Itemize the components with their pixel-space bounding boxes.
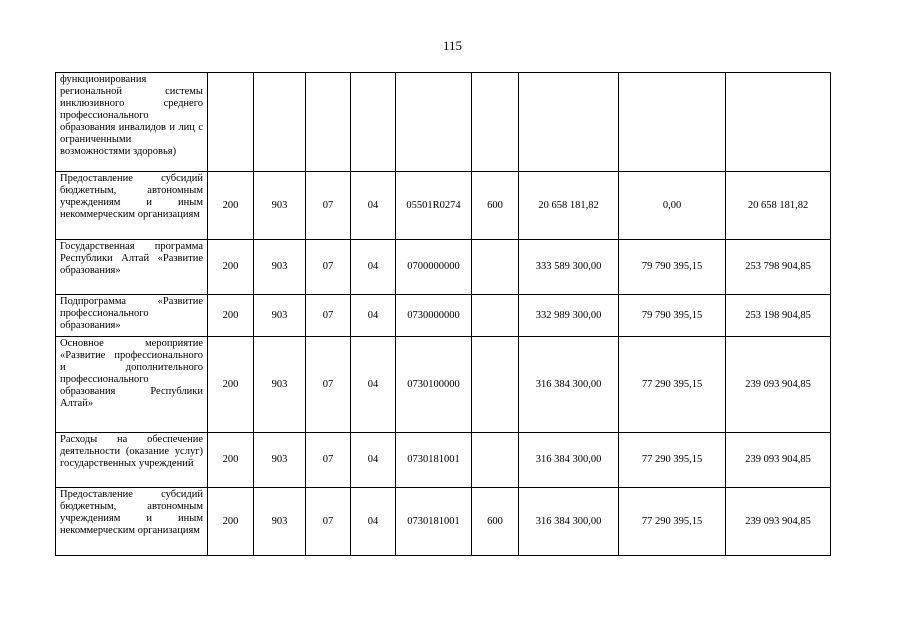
table-row (56, 240, 831, 295)
cell-col6: 0730181001 (396, 488, 472, 556)
cell-col3: 903 (254, 488, 306, 556)
cell-col5: 04 (351, 337, 396, 433)
cell-col6: 0700000000 (396, 240, 472, 295)
cell-col9 (619, 73, 726, 172)
cell-col7 (472, 295, 519, 337)
cell-col10: 253 198 904,85 (726, 295, 831, 337)
cell-col4 (306, 73, 351, 172)
cell-col10 (726, 73, 831, 172)
cell-col6: 0730100000 (396, 337, 472, 433)
cell-col6: 0730000000 (396, 295, 472, 337)
cell-col5: 04 (351, 240, 396, 295)
cell-col5: 04 (351, 172, 396, 240)
table-row (56, 337, 831, 433)
cell-col10: 239 093 904,85 (726, 337, 831, 433)
table-row (56, 433, 831, 488)
cell-col5: 04 (351, 488, 396, 556)
cell-col3: 903 (254, 172, 306, 240)
table-row (56, 488, 831, 556)
cell-col2: 200 (208, 295, 254, 337)
cell-col3 (254, 73, 306, 172)
cell-col5: 04 (351, 295, 396, 337)
cell-col7 (472, 240, 519, 295)
cell-col4: 07 (306, 172, 351, 240)
row-name: функционирования региональной системы инклюзивного среднего профессионального образования инвалидов и лиц с ограниченными возможностями здоровья) (56, 73, 208, 172)
cell-col7: 600 (472, 172, 519, 240)
cell-col3: 903 (254, 295, 306, 337)
cell-col7 (472, 433, 519, 488)
cell-col10: 239 093 904,85 (726, 488, 831, 556)
cell-col6: 05501R0274 (396, 172, 472, 240)
row-name: Государственная программа Республики Алтай «Развитие образования» (56, 240, 208, 295)
cell-col10: 253 798 904,85 (726, 240, 831, 295)
cell-col9: 79 790 395,15 (619, 295, 726, 337)
cell-col2: 200 (208, 337, 254, 433)
cell-col2: 200 (208, 488, 254, 556)
cell-col4: 07 (306, 295, 351, 337)
cell-col5: 04 (351, 433, 396, 488)
cell-col10: 20 658 181,82 (726, 172, 831, 240)
cell-col2: 200 (208, 172, 254, 240)
cell-col2: 200 (208, 433, 254, 488)
table-row (56, 172, 831, 240)
cell-col6: 0730181001 (396, 433, 472, 488)
row-name: Подпрограмма «Развитие профессионального образования» (56, 295, 208, 337)
cell-col9: 77 290 395,15 (619, 488, 726, 556)
cell-col8: 333 589 300,00 (519, 240, 619, 295)
row-name: Предоставление субсидий бюджетным, автономным учреждениям и иным некоммерческим организациям (56, 488, 208, 556)
budget-table (55, 72, 831, 556)
cell-col8 (519, 73, 619, 172)
cell-col4: 07 (306, 240, 351, 295)
cell-col8: 332 989 300,00 (519, 295, 619, 337)
table-row (56, 73, 831, 172)
cell-col3: 903 (254, 337, 306, 433)
cell-col9: 77 290 395,15 (619, 433, 726, 488)
row-name: Расходы на обеспечение деятельности (оказание услуг) государственных учреждений (56, 433, 208, 488)
cell-col9: 77 290 395,15 (619, 337, 726, 433)
row-name: Предоставление субсидий бюджетным, автономным учреждениям и иным некоммерческим организациям (56, 172, 208, 240)
cell-col4: 07 (306, 488, 351, 556)
row-name: Основное мероприятие «Развитие профессионального и дополнительного профессионального образования Республики Алтай» (56, 337, 208, 433)
cell-col2 (208, 73, 254, 172)
table-row (56, 295, 831, 337)
cell-col7: 600 (472, 488, 519, 556)
cell-col8: 20 658 181,82 (519, 172, 619, 240)
page-number: 115 (442, 38, 463, 53)
cell-col9: 0,00 (619, 172, 726, 240)
cell-col4: 07 (306, 337, 351, 433)
cell-col7 (472, 73, 519, 172)
cell-col3: 903 (254, 433, 306, 488)
cell-col7 (472, 337, 519, 433)
cell-col8: 316 384 300,00 (519, 433, 619, 488)
cell-col8: 316 384 300,00 (519, 337, 619, 433)
cell-col5 (351, 73, 396, 172)
cell-col2: 200 (208, 240, 254, 295)
cell-col6 (396, 73, 472, 172)
cell-col10: 239 093 904,85 (726, 433, 831, 488)
cell-col4: 07 (306, 433, 351, 488)
cell-col8: 316 384 300,00 (519, 488, 619, 556)
cell-col3: 903 (254, 240, 306, 295)
cell-col9: 79 790 395,15 (619, 240, 726, 295)
